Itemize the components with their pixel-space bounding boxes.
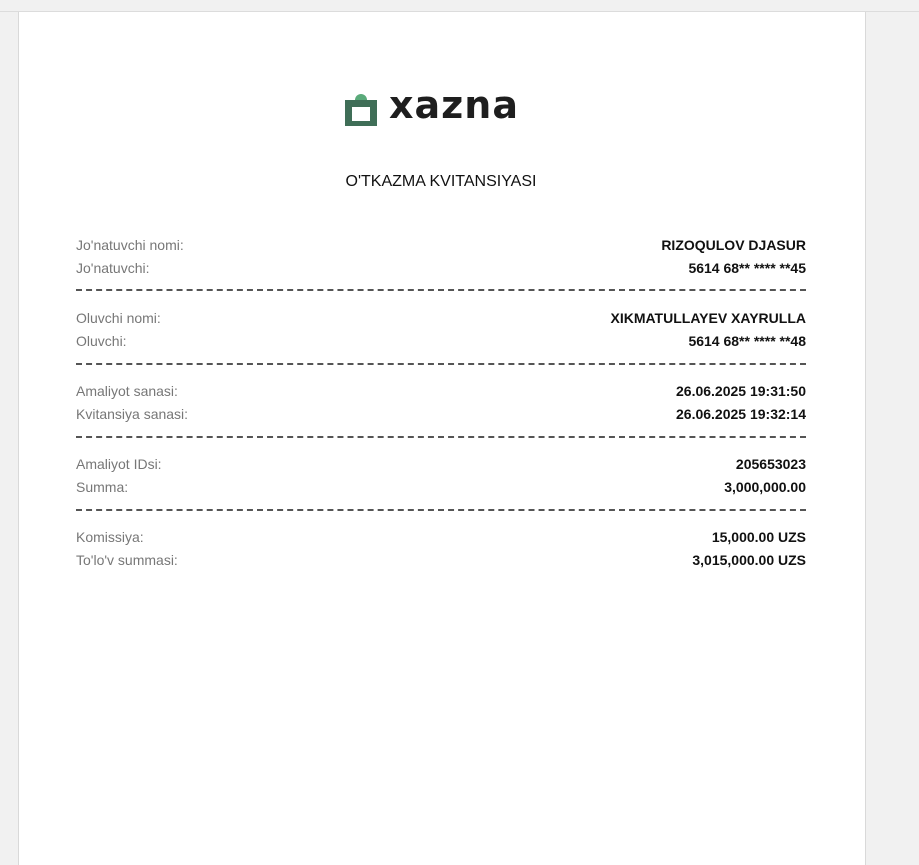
operation-date-label: Amaliyot sanasi:: [76, 382, 178, 399]
receipt-row: [76, 306, 806, 329]
receipt-row: [76, 475, 806, 498]
receipt-row: [76, 329, 806, 352]
operation-id-label: Amaliyot IDsi:: [76, 455, 162, 472]
operation-id-value: 205653023: [735, 455, 806, 472]
section-divider: [76, 363, 806, 365]
receipt-page: [18, 12, 866, 865]
dates-section: [76, 379, 806, 425]
receiver-card-value: 5614 68** **** **48: [688, 332, 806, 349]
sender-name-label: Jo'natuvchi nomi:: [76, 236, 184, 253]
receipt-row: [76, 452, 806, 475]
receipt-row: [76, 256, 806, 279]
sender-card-label: Jo'natuvchi:: [76, 259, 150, 276]
sender-name-value: RIZOQULOV DJASUR: [661, 236, 806, 253]
xazna-logo-icon: [345, 90, 377, 126]
receipt-row: [76, 525, 806, 548]
section-divider: [76, 436, 806, 438]
fee-value: 15,000.00 UZS: [711, 528, 806, 545]
receiver-name-label: Oluvchi nomi:: [76, 309, 161, 326]
receipt-date-value: 26.06.2025 19:32:14: [676, 405, 806, 422]
receipt-date-label: Kvitansiya sanasi:: [76, 405, 189, 422]
section-divider: [76, 509, 806, 511]
receipt-row: [76, 402, 806, 425]
receipt-row: [76, 379, 806, 402]
operation-date-value: 26.06.2025 19:31:50: [676, 382, 806, 399]
sender-section: [76, 233, 806, 279]
amount-section: [76, 452, 806, 498]
total-value: 3,015,000.00 UZS: [692, 551, 806, 568]
fee-label: Komissiya:: [76, 528, 144, 545]
total-label: To'lo'v summasi:: [76, 551, 178, 568]
totals-section: [76, 525, 806, 571]
receipt-row: [76, 548, 806, 571]
receipt-title: O'TKAZMA KVITANSIYASI: [345, 173, 537, 190]
receipt-row: [76, 233, 806, 256]
brand-logo: [345, 83, 519, 127]
section-divider: [76, 289, 806, 291]
sender-card-value: 5614 68** **** **45: [688, 259, 806, 276]
amount-value: 3,000,000.00: [724, 478, 806, 495]
amount-label: Summa:: [76, 478, 129, 495]
receiver-name-value: XIKMATULLAYEV XAYRULLA: [610, 309, 806, 326]
receiver-card-label: Oluvchi:: [76, 332, 127, 349]
receiver-section: [76, 306, 806, 352]
brand-name: xazna: [389, 83, 519, 127]
